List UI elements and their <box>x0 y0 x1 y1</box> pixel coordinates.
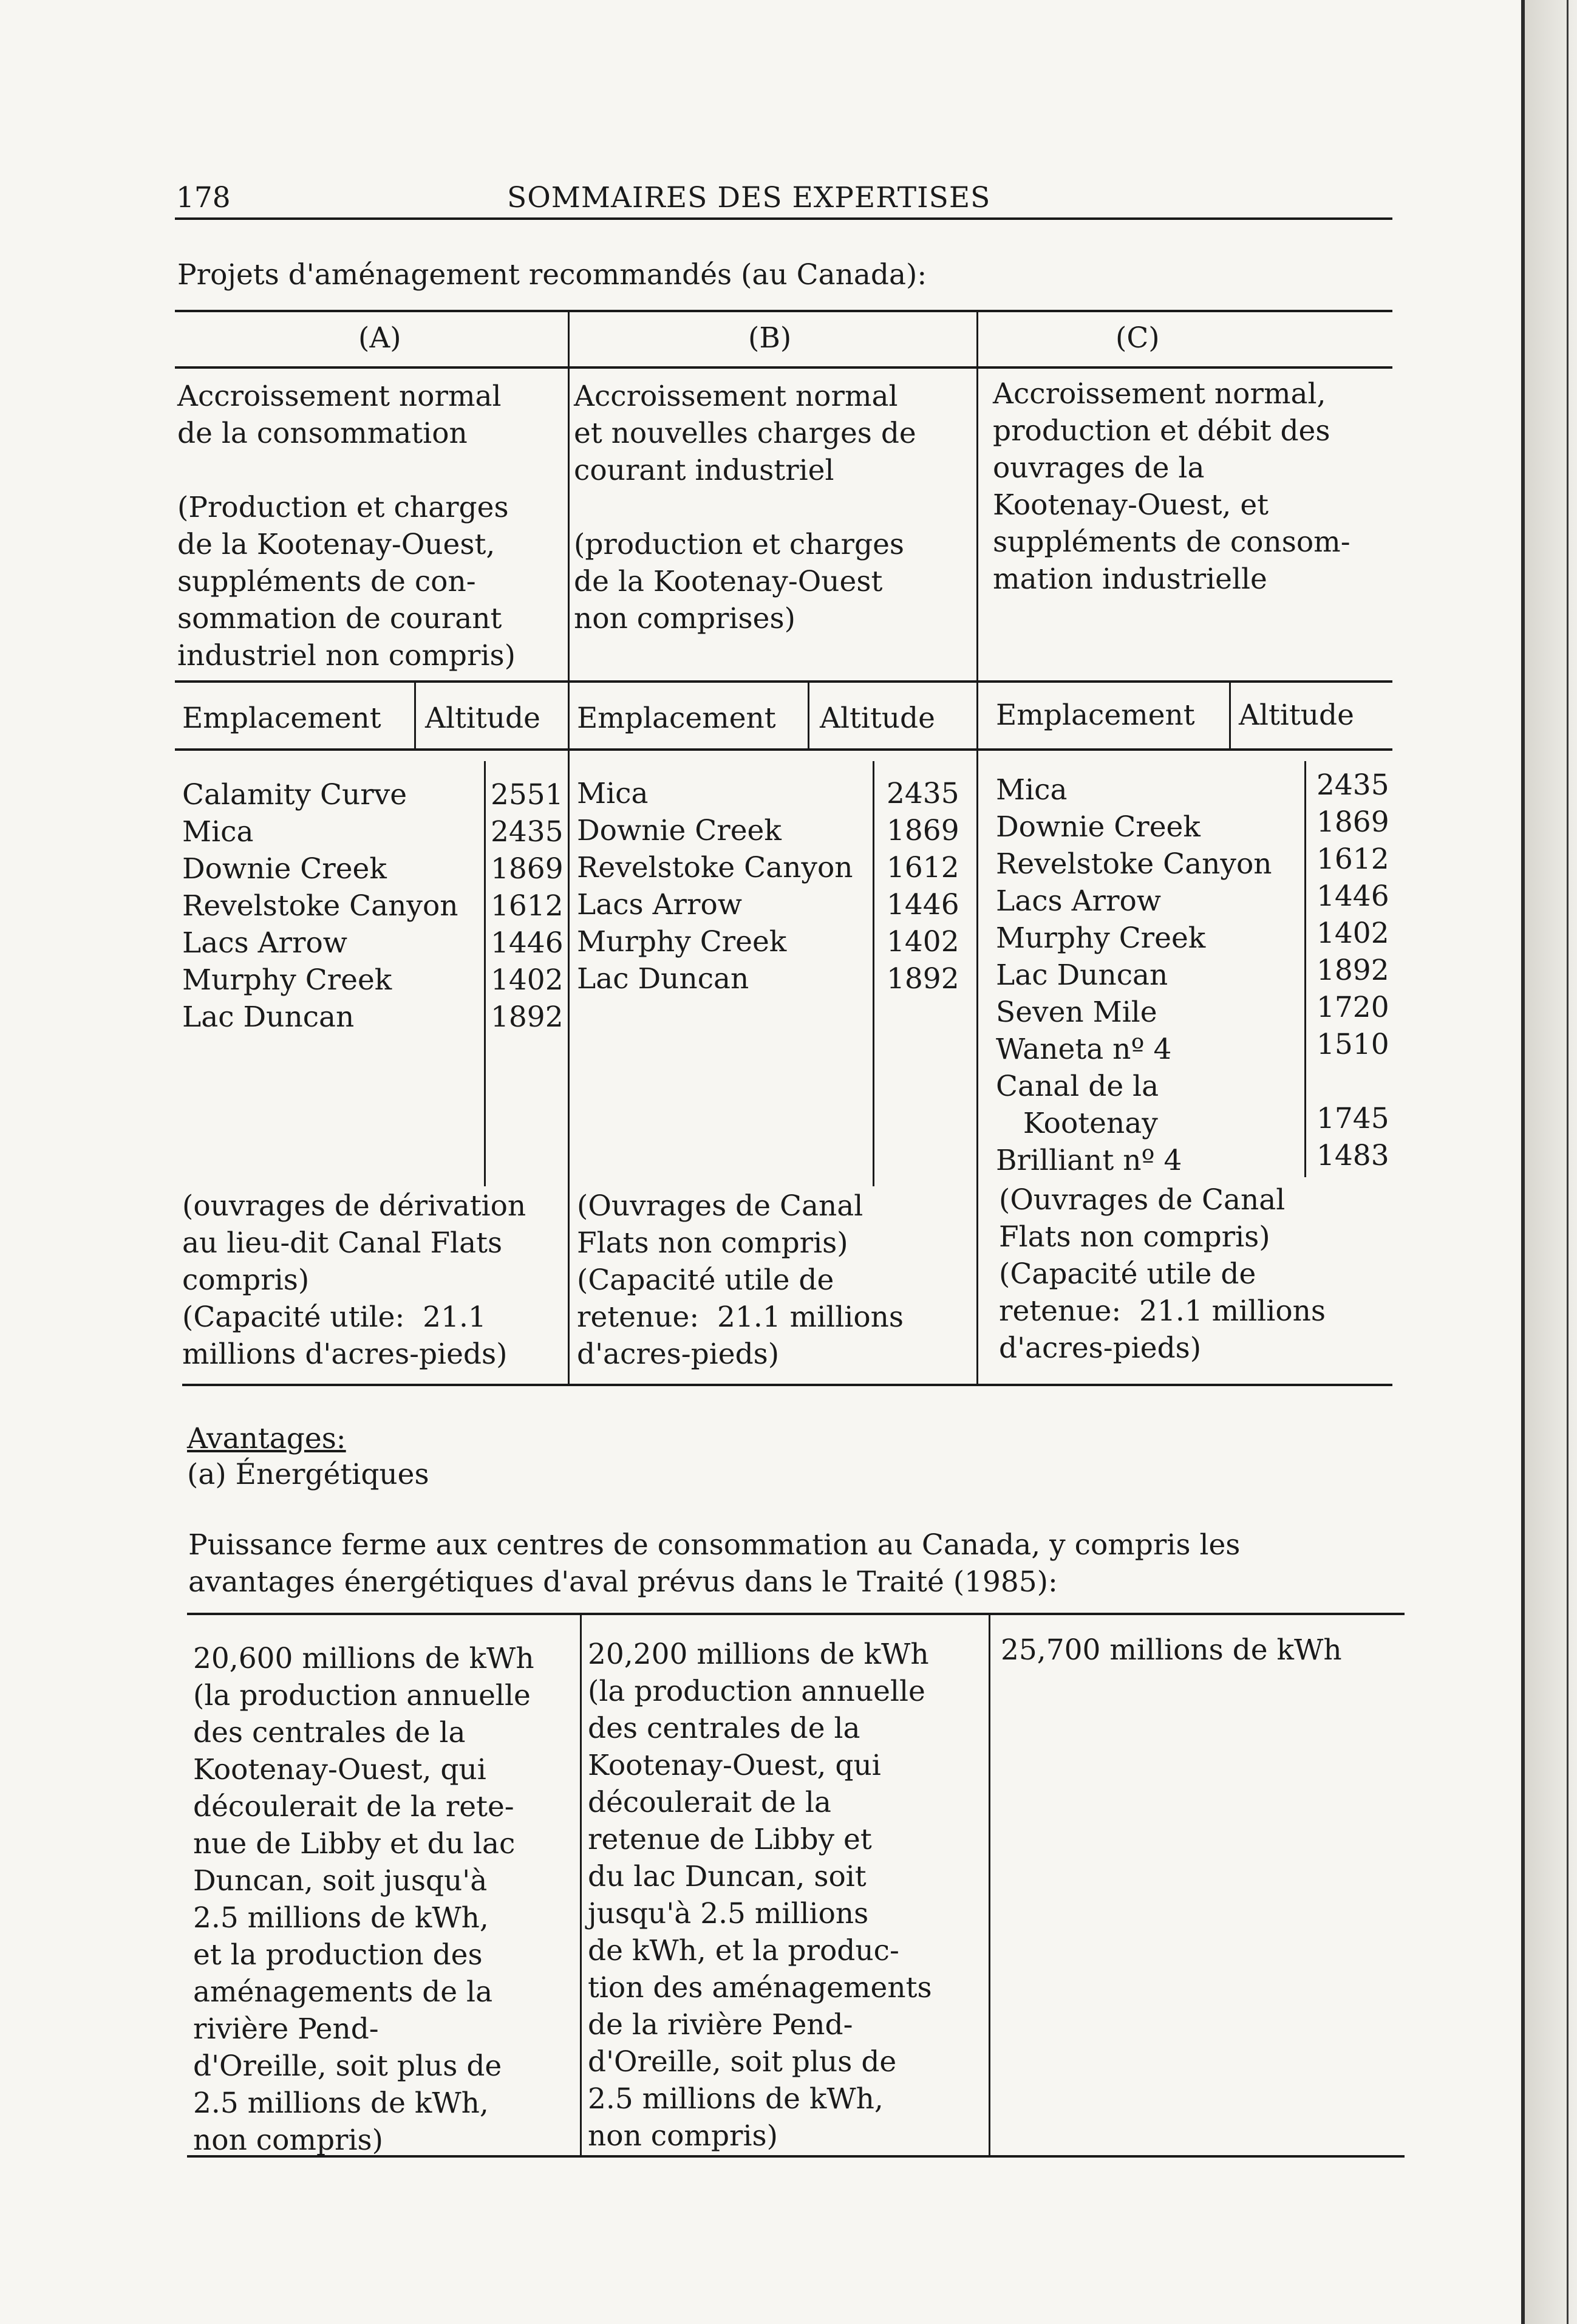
avantages-title: Avantages: <box>187 1422 346 1455</box>
column-a-altitudes <box>491 776 564 1036</box>
table2-col-sep-2 <box>989 1614 990 2155</box>
note-line: (Ouvrages de Canal <box>577 1189 863 1223</box>
desc-line: suppléments de consom- <box>993 525 1350 559</box>
desc-line: (production et charges <box>574 528 905 561</box>
energy-line: des centrales de la <box>588 1712 860 1745</box>
subheader-altitude-a: Altitude <box>425 702 540 735</box>
energy-line: non compris) <box>588 2119 778 2153</box>
desc-line: de la consommation <box>177 417 468 450</box>
subheader-emplacement-a: Emplacement <box>182 702 381 735</box>
site-name: Downie Creek <box>996 810 1201 844</box>
subheader-emplacement-b: Emplacement <box>577 702 776 735</box>
site-name: Revelstoke Canyon <box>182 889 458 923</box>
energy-line: d'Oreille, soit plus de <box>193 2049 502 2083</box>
note-line: Flats non compris) <box>999 1220 1270 1254</box>
energy-line: du lac Duncan, soit <box>588 1860 867 1893</box>
site-name: Downie Creek <box>182 852 387 886</box>
paragraph-line: avantages énergétiques d'aval prévus dans le Traité (1985): <box>188 1565 1058 1599</box>
energy-line: 2.5 millions de kWh, <box>193 2086 489 2120</box>
desc-line: et nouvelles charges de <box>574 417 916 450</box>
energy-line: (la production annuelle <box>588 1675 925 1708</box>
header-rule <box>175 217 1392 220</box>
site-altitude: 1446 <box>491 926 564 960</box>
site-altitude: 1892 <box>491 1000 564 1034</box>
page-edge-line <box>1567 0 1568 2324</box>
site-altitude: 1869 <box>1316 805 1389 839</box>
desc-line: de la Kootenay-Ouest, <box>177 528 496 561</box>
site-name: Lacs Arrow <box>182 926 348 960</box>
column-header-c: (C) <box>1115 321 1160 355</box>
site-name: Mica <box>577 777 649 810</box>
energy-line: découlerait de la <box>588 1786 831 1819</box>
site-name: Mica <box>182 815 254 849</box>
subheader-emplacement-c: Emplacement <box>996 699 1195 732</box>
page-edge-shadow <box>1525 0 1577 2324</box>
avantages-subtitle: (a) Énergétiques <box>187 1458 429 1491</box>
energy-line: et la production des <box>193 1938 483 1972</box>
site-altitude: 1510 <box>1316 1028 1389 1061</box>
site-altitude: 1402 <box>1316 917 1389 950</box>
site-name: Murphy Creek <box>577 925 787 959</box>
energy-line: (la production annuelle <box>193 1679 531 1712</box>
note-line: (Capacité utile: 21.1 <box>182 1300 486 1334</box>
site-altitude: 2435 <box>887 777 959 810</box>
site-altitude: 1720 <box>1316 991 1389 1024</box>
energy-line: aménagements de la <box>193 1975 493 2009</box>
energy-line: 2.5 millions de kWh, <box>588 2082 884 2116</box>
column-c-notes <box>999 1181 1326 1367</box>
site-altitude: 1612 <box>1316 842 1389 876</box>
site-name: Canal de la <box>996 1070 1159 1103</box>
energy-line: Kootenay-Ouest, qui <box>588 1749 881 1782</box>
desc-line: Kootenay-Ouest, et <box>993 488 1269 522</box>
paragraph-line: Puissance ferme aux centres de consommation au Canada, y compris les <box>188 1528 1241 1562</box>
site-name: Seven Mile <box>996 996 1157 1029</box>
col-separator-b-c <box>976 311 978 1385</box>
column-a-site-names <box>182 776 458 1036</box>
energy-column-b <box>588 1636 932 2155</box>
desc-line: mation industrielle <box>993 562 1267 596</box>
desc-line: non comprises) <box>574 602 795 635</box>
site-name: Calamity Curve <box>182 778 407 812</box>
site-altitude: 2551 <box>491 778 564 812</box>
column-c-description <box>993 375 1350 598</box>
note-line: (Capacité utile de <box>577 1263 834 1297</box>
intro-line: Projets d'aménagement recommandés (au Canada): <box>177 258 927 292</box>
desc-line: ouvrages de la <box>993 451 1205 485</box>
desc-line: Accroissement normal <box>177 380 502 413</box>
site-altitude: 1612 <box>491 889 564 923</box>
table2-col-sep-1 <box>580 1614 582 2155</box>
site-name: Lac Duncan <box>182 1000 355 1034</box>
subcol-sep-b-body <box>873 761 874 1186</box>
site-name: Waneta nº 4 <box>996 1033 1172 1066</box>
energy-line: Kootenay-Ouest, qui <box>193 1753 486 1786</box>
site-altitude: 1483 <box>1316 1139 1389 1172</box>
energy-column-a <box>193 1640 534 2159</box>
subcol-sep-a-body <box>484 761 486 1186</box>
column-a-description <box>177 378 516 674</box>
column-b-altitudes <box>887 775 959 997</box>
desc-line: production et débit des <box>993 414 1330 448</box>
site-name: Mica <box>996 773 1068 807</box>
site-name: Lac Duncan <box>577 962 749 996</box>
site-name: Murphy Creek <box>996 921 1206 955</box>
table1-desc-rule <box>175 680 1392 683</box>
energy-line: jusqu'à 2.5 millions <box>588 1897 869 1930</box>
energy-line: 20,600 millions de kWh <box>193 1642 534 1675</box>
note-line: (Capacité utile de <box>999 1257 1256 1291</box>
desc-line: (Production et charges <box>177 491 509 524</box>
site-altitude: 1892 <box>1316 954 1389 987</box>
running-title: SOMMAIRES DES EXPERTISES <box>507 181 991 214</box>
table1-top-rule <box>175 310 1392 312</box>
note-line: au lieu-dit Canal Flats <box>182 1226 503 1260</box>
site-altitude: 1892 <box>887 962 959 996</box>
table1-header-rule <box>175 366 1392 369</box>
energy-line: retenue de Libby et <box>588 1823 872 1856</box>
table2-top-rule <box>187 1613 1405 1615</box>
energy-line: 2.5 millions de kWh, <box>193 1901 489 1935</box>
col-separator-a-b <box>568 311 570 1385</box>
site-altitude: 1612 <box>887 851 959 884</box>
site-name: Lac Duncan <box>996 959 1168 992</box>
subcol-sep-c-body <box>1304 761 1306 1177</box>
energy-line: tion des aménagements <box>588 1971 932 2004</box>
subheader-altitude-b: Altitude <box>820 702 935 735</box>
energy-line: Duncan, soit jusqu'à <box>193 1864 488 1898</box>
site-name: Lacs Arrow <box>996 884 1162 918</box>
desc-line: industriel non compris) <box>177 639 516 672</box>
note-line: retenue: 21.1 millions <box>577 1300 904 1334</box>
site-altitude: 1402 <box>887 925 959 959</box>
site-altitude: 1745 <box>1316 1102 1389 1135</box>
column-a-notes <box>182 1188 526 1373</box>
table1-subheader-rule <box>175 748 1392 751</box>
energy-column-c <box>1001 1632 1342 1669</box>
column-c-site-names <box>996 771 1272 1179</box>
site-altitude: 1869 <box>491 852 564 886</box>
note-line: millions d'acres-pieds) <box>182 1338 508 1371</box>
note-line: (Ouvrages de Canal <box>999 1183 1286 1217</box>
desc-line <box>574 489 916 526</box>
column-b-site-names <box>577 775 853 997</box>
energy-line: de kWh, et la produc- <box>588 1934 899 1967</box>
desc-line <box>177 452 516 489</box>
subheader-altitude-c: Altitude <box>1239 699 1354 732</box>
site-altitude: 1446 <box>887 888 959 921</box>
site-altitude: 1402 <box>491 963 564 997</box>
desc-line: Accroissement normal, <box>993 377 1326 411</box>
note-line: Flats non compris) <box>577 1226 848 1260</box>
energy-line: découlerait de la rete- <box>193 1790 514 1823</box>
note-line: d'acres-pieds) <box>577 1338 780 1371</box>
column-b-description <box>574 378 916 637</box>
note-line: (ouvrages de dérivation <box>182 1189 526 1223</box>
energy-line: d'Oreille, soit plus de <box>588 2045 897 2079</box>
site-altitude <box>1316 1063 1389 1100</box>
column-c-altitudes <box>1316 767 1389 1174</box>
energy-line: 25,700 millions de kWh <box>1001 1633 1342 1667</box>
site-name: Revelstoke Canyon <box>577 851 853 884</box>
column-b-notes <box>577 1188 904 1373</box>
page-edge-bar <box>1521 0 1525 2324</box>
subcol-sep-a-header <box>414 682 416 748</box>
desc-line: suppléments de con- <box>177 565 476 598</box>
subcol-sep-b-header <box>808 682 809 748</box>
site-name: Kootenay <box>996 1107 1158 1140</box>
site-altitude: 1869 <box>887 814 959 847</box>
energy-line: 20,200 millions de kWh <box>588 1638 929 1671</box>
column-header-a: (A) <box>358 321 401 355</box>
site-name: Brilliant nº 4 <box>996 1144 1182 1177</box>
energy-line: non compris) <box>193 2124 384 2157</box>
site-altitude: 1446 <box>1316 880 1389 913</box>
page-number: 178 <box>176 181 231 214</box>
note-line: compris) <box>182 1263 310 1297</box>
energy-line: de la rivière Pend- <box>588 2008 853 2042</box>
site-name: Murphy Creek <box>182 963 392 997</box>
desc-line: Accroissement normal <box>574 380 898 413</box>
desc-line: sommation de courant <box>177 602 502 635</box>
energy-line: rivière Pend- <box>193 2012 379 2046</box>
site-altitude: 2435 <box>491 815 564 849</box>
desc-line: de la Kootenay-Ouest <box>574 565 883 598</box>
site-name: Revelstoke Canyon <box>996 847 1272 881</box>
subcol-sep-c-header <box>1229 682 1231 748</box>
note-line: retenue: 21.1 millions <box>999 1294 1326 1328</box>
note-line: d'acres-pieds) <box>999 1331 1202 1365</box>
column-header-b: (B) <box>748 321 792 355</box>
table1-bottom-rule <box>182 1384 1392 1386</box>
site-name: Downie Creek <box>577 814 782 847</box>
avantages-paragraph <box>188 1526 1240 1601</box>
site-name: Lacs Arrow <box>577 888 743 921</box>
desc-line: courant industriel <box>574 454 834 487</box>
energy-line: nue de Libby et du lac <box>193 1827 516 1861</box>
energy-line: des centrales de la <box>193 1716 466 1749</box>
site-altitude: 2435 <box>1316 768 1389 802</box>
